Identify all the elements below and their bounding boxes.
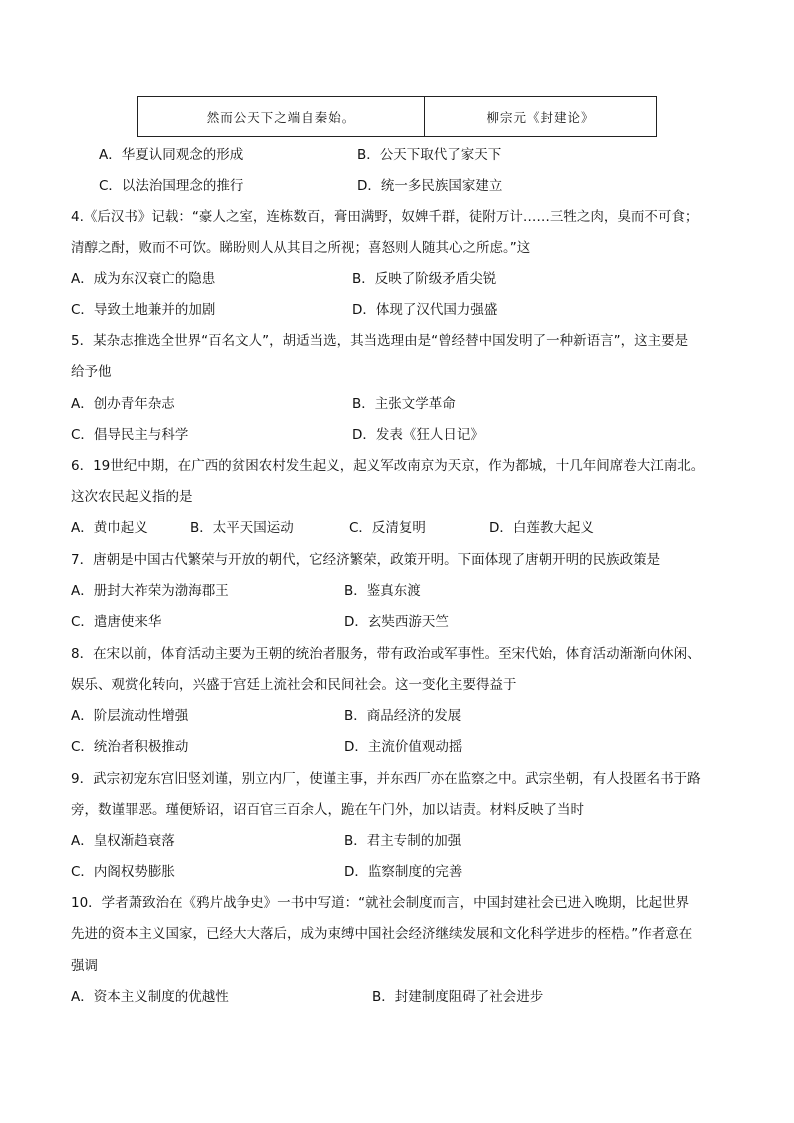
q9-option-b: B．君主专制的加强: [344, 833, 462, 849]
q4-option-b: B．反映了阶级矛盾尖锐: [352, 271, 497, 287]
q6-stem-line2: 这次农民起义指的是: [71, 489, 193, 505]
q7-option-c: C．遣唐使来华: [71, 614, 162, 630]
q9-stem-line2: 旁，数谨罪恶。瑾便矫诏，诏百官三百余人，跪在午门外，加以诘责。材料反映了当时: [71, 802, 584, 818]
q10-stem-line3: 强调: [71, 958, 98, 974]
quote-table-source: 柳宗元《封建论》: [486, 109, 595, 125]
q8-option-d: D．主流价值观动摇: [344, 739, 463, 755]
q8-option-c: C．统治者积极推动: [71, 739, 189, 755]
q6-option-b: B．太平天国运动: [190, 520, 294, 536]
q4-option-a: A．成为东汉衰亡的隐患: [71, 271, 216, 287]
quote-table-quote: 然而公天下之端自秦始。: [138, 97, 425, 136]
q9-option-a: A．皇权渐趋衰落: [71, 833, 175, 849]
q9-stem-line1: 9．武宗初宠东宫旧竖刘谨，别立内厂，使谨主事，并东西厂亦在监察之中。武宗坐朝，有人投匿名书于路: [71, 771, 701, 787]
q4-option-d: D．体现了汉代国力强盛: [352, 302, 498, 318]
q10-stem-line2: 先进的资本主义国家，已经大大落后，成为束缚中国社会经济继续发展和文化科学进步的桎梏。”作者意在: [71, 926, 693, 942]
q8-option-a: A．阶层流动性增强: [71, 708, 189, 724]
q6-option-a: A．黄巾起义: [71, 520, 148, 536]
q7-option-a: A．册封大祚荣为渤海郡王: [71, 583, 229, 599]
q5-stem-line2: 给予他: [71, 364, 112, 380]
q5-option-d: D．发表《狂人日记》: [352, 427, 484, 443]
q5-option-c: C．倡导民主与科学: [71, 427, 189, 443]
q4-option-c: C．导致土地兼并的加剧: [71, 302, 216, 318]
q5-option-a: A．创办青年杂志: [71, 396, 175, 412]
q8-option-b: B．商品经济的发展: [344, 708, 462, 724]
q4-stem-line2: 清醇之酎，败而不可饮。睇盼则人从其目之所视；喜怒则人随其心之所虑。”这: [71, 240, 531, 256]
q5-stem-line1: 5．某杂志推选全世界“百名文人”，胡适当选，其当选理由是“曾经替中国发明了一种新语言”，这主要是: [71, 333, 689, 349]
q3-option-d: D．统一多民族国家建立: [357, 178, 503, 194]
q6-option-d: D．白莲教大起义: [489, 520, 594, 536]
quote-table: [137, 96, 657, 137]
q5-option-b: B．主张文学革命: [352, 396, 456, 412]
q7-option-d: D．玄奘西游天竺: [344, 614, 449, 630]
q9-option-d: D．监察制度的完善: [344, 864, 463, 880]
q3-option-b: B．公天下取代了家天下: [357, 147, 502, 163]
q8-stem-line2: 娱乐、观赏化转向，兴盛于宫廷上流社会和民间社会。这一变化主要得益于: [71, 677, 517, 693]
q8-stem-line1: 8．在宋以前，体育活动主要为王朝的统治者服务，带有政治或军事性。至宋代始，体育活动渐渐向休闲、: [71, 646, 701, 662]
q9-option-c: C．内阁权势膨胀: [71, 864, 175, 880]
q6-stem-line1: 6．19世纪中期，在广西的贫困农村发生起义，起义军改南京为天京，作为都城，十几年间席卷大江南北。: [71, 458, 705, 474]
q6-option-c: C．反清复明: [349, 520, 426, 536]
q10-option-b: B．封建制度阻碍了社会进步: [372, 989, 544, 1005]
q7-option-b: B．鉴真东渡: [344, 583, 421, 599]
q3-option-c: C．以法治国理念的推行: [99, 178, 244, 194]
q3-option-a: A．华夏认同观念的形成: [99, 147, 244, 163]
q10-option-a: A．资本主义制度的优越性: [71, 989, 229, 1005]
q10-stem-line1: 10．学者萧致治在《鸦片战争史》一书中写道：“就社会制度而言，中国封建社会已进入晚期，比起世界: [71, 895, 690, 911]
q4-stem-line1: 4.《后汉书》记载：“豪人之室，连栋数百，膏田满野，奴婢千群，徒附万计……三牲之肉，臭而不可食；: [71, 209, 699, 225]
q7-stem-line1: 7．唐朝是中国古代繁荣与开放的朝代，它经济繁荣，政策开明。下面体现了唐朝开明的民族政策是: [71, 552, 661, 568]
